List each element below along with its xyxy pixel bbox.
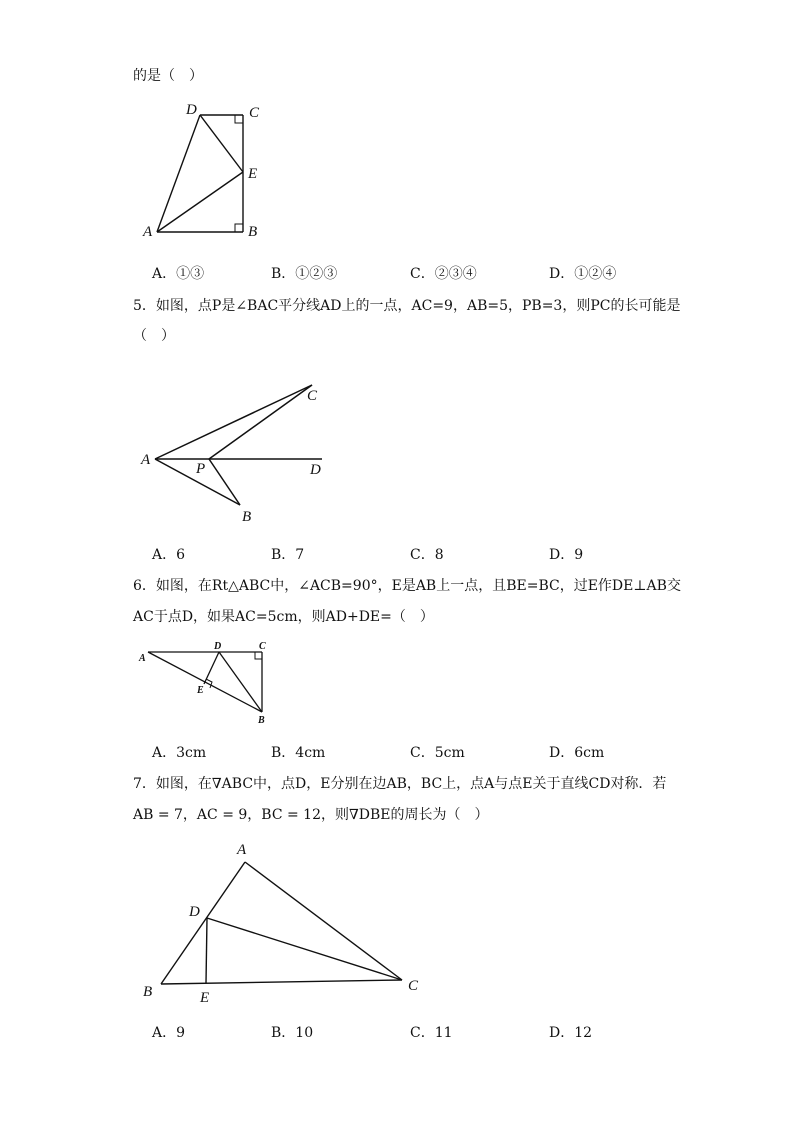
q7-label-B: B — [143, 984, 153, 1000]
q4-option-d[interactable]: D．①②④ — [549, 266, 617, 282]
q5-option-d[interactable]: D．9 — [549, 547, 584, 563]
q6-option-a[interactable]: A．3cm — [152, 745, 207, 761]
q5-option-a[interactable]: A．6 — [152, 547, 186, 563]
q6-label-D: D — [214, 641, 222, 652]
q7-label-A: A — [237, 842, 247, 858]
q7-question-line2: AB = 7，AC = 9，BC = 12，则∇DBE的周长为（ ） — [133, 807, 489, 823]
q6-question-line1: 6．如图，在Rt△ABC中，∠ACB=90°，E是AB上一点，且BE=BC，过E作DE⊥AB交 — [133, 578, 681, 594]
q7-label-C: C — [408, 978, 419, 994]
q5-option-c[interactable]: C．8 — [410, 547, 444, 563]
q4-option-b[interactable]: B．①②③ — [271, 266, 338, 282]
q4-question-tail: 的是（ ） — [133, 68, 203, 84]
q7-question-line1: 7．如图，在∇ABC中，点D，E分别在边AB，BC上，点A与点E关于直线CD对称．若 — [133, 776, 667, 792]
q4-option-c[interactable]: C．②③④ — [410, 266, 477, 282]
q5-label-A: A — [141, 452, 151, 468]
q5-label-D: D — [310, 462, 321, 478]
q5-label-C: C — [307, 388, 318, 404]
q5-label-B: B — [242, 509, 252, 525]
q6-option-c[interactable]: C．5cm — [410, 745, 465, 761]
q7-seg-AB — [161, 862, 245, 984]
q4-label-D: D — [186, 102, 197, 118]
q6-option-d[interactable]: D．6cm — [549, 745, 605, 761]
q5-question-line2: （ ） — [133, 328, 175, 344]
q7-option-b[interactable]: B．10 — [271, 1025, 314, 1041]
q7-option-d[interactable]: D．12 — [549, 1025, 593, 1041]
q6-label-A: A — [139, 653, 146, 664]
q4-option-a[interactable]: A．①③ — [152, 266, 205, 282]
q7-seg-DE — [206, 918, 207, 983]
q4-label-E: E — [248, 166, 258, 182]
q5-question-line1: 5．如图，点P是∠BAC平分线AD上的一点，AC=9，AB=5，PB=3，则PC的长可能是 — [133, 298, 681, 314]
q7-seg-DC — [207, 918, 402, 980]
q7-label-E: E — [200, 990, 210, 1006]
q6-label-E: E — [197, 685, 204, 696]
q6-label-B: B — [258, 715, 265, 726]
q7-option-a[interactable]: A．9 — [152, 1025, 186, 1041]
q4-label-B: B — [248, 224, 258, 240]
q5-option-b[interactable]: B．7 — [271, 547, 305, 563]
q5-label-P: P — [196, 461, 206, 477]
q6-label-C: C — [259, 641, 266, 652]
q7-label-D: D — [189, 904, 200, 920]
q7-seg-AC — [245, 862, 402, 980]
q4-label-C: C — [249, 105, 260, 121]
q6-option-b[interactable]: B．4cm — [271, 745, 326, 761]
q7-seg-BC — [161, 980, 402, 984]
q7-option-c[interactable]: C．11 — [410, 1025, 453, 1041]
q4-label-A: A — [143, 224, 153, 240]
q6-question-line2: AC于点D，如果AC=5cm，则AD+DE=（ ） — [133, 609, 434, 625]
